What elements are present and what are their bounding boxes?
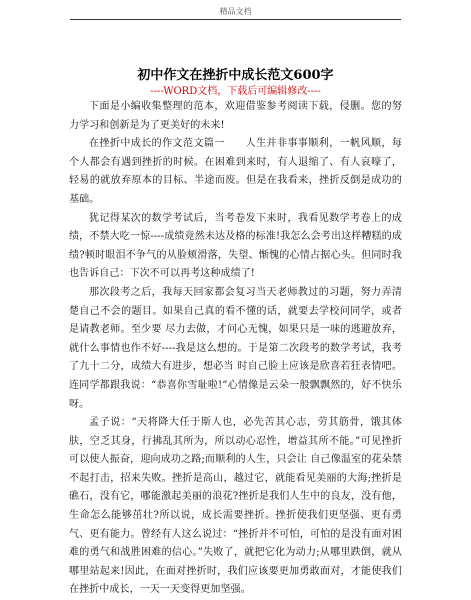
paragraph-intro: 下面是小编收集整理的范本，欢迎借鉴参考阅读下载，侵删。您的努力学习和创新是为了更美好的未来! xyxy=(69,101,402,131)
document-subtitle: ----WORD文档，下载后可编辑修改---- xyxy=(150,86,321,97)
header-divider xyxy=(70,19,401,20)
paragraph-3: 那次段考之后，我每天回家都会复习当天老师教过的习题，努力弄清楚自己不会的题目。如果自己真的看不懂的话，就要去学校问同学，或者是请教老师。至少要 尽力去做，才问心无愧，如果只是一味的逃避放弃，就什么事情也作不好----我是这么想的。于是第二次段考的数学考试，我考了九十二分，成绩大有进步，想必当 时自己脸上应该是欣喜若狂表情吧。连同学都跟我说：“恭喜你雪耻啦!”心情像是云朵一般飘飘然的，好不快乐呀。 xyxy=(69,286,402,410)
page-header-label: 精品文档 xyxy=(219,7,252,16)
paragraph-4: 孟子说：“天将降大任于斯人也，必先苦其心志，劳其筋骨，饿其体肤，空乏其身，行拂乱其所为，所以动心忍性，增益其所不能。”可见挫折可以使人振奋，迎向成功之路;而顺利的人生，只会让 自己像温室的花朵禁不起打击，招来失败。挫折是高山，越过它，就能看见美丽的大海;挫折是礁石，没有它，哪能激起美丽的浪花?挫折是我们人生中的良友，没有他，生命怎么能够茁壮?所以说，成长需要挫折。挫折使我们更坚强、更有勇气、更有能力。曾经有人这么说过：“挫折并不可怕，可怕的是没有面对困难的勇气和战胜困难的信心。”失败了，就把它化为动力;从哪里跌倒，就从哪里站起来!因此，在面对挫折时，我们应该要更加勇敢面对，才能使我们在挫折中成长，一天一天变得更加坚强。 xyxy=(69,417,402,596)
document-body xyxy=(69,98,402,600)
paragraph-2: 犹记得某次的数学考试后，当考卷发下来时，我看见数学考卷上的成绩，不禁大吃一惊----成绩竟然未达及格的标准!我怎么会考出这样糟糕的成绩?顿时眼泪不争气的从脸颊滑落，失望、惭愧的心情占据心头。但同时我也告诉自己：下次不可以再考这种成绩了! xyxy=(69,212,402,280)
document-title: 初中作文在挫折中成长范文600字 xyxy=(137,68,334,83)
paragraph-1: 在挫折中成长的作文范文篇一 人生并非事事顺利，一帆风顺，每个人都会有遇到挫折的时候。在困难到来时，有人退缩了、有人哀嚎了，轻易的就放弃原本的目标、半途而废。但是在我看来，挫折反倒是成功的基础。 xyxy=(69,138,402,205)
